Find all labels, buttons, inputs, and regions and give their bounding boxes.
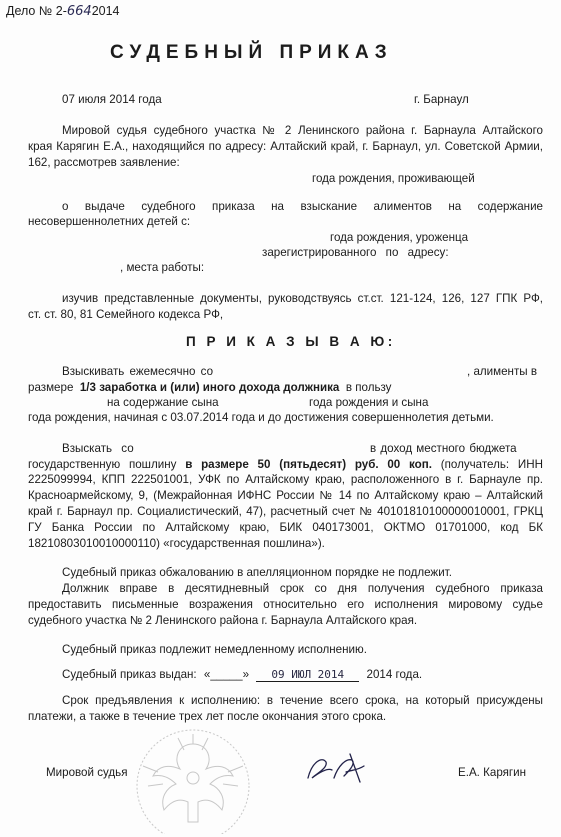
duty-line-7: 18210803010010000110) «государственная пошлина»).	[28, 537, 325, 550]
alimony-line-2: размере 1/3 заработка и (или) иного дохода должника в пользу	[28, 381, 392, 394]
duty-line-1a: Взыскать со	[62, 442, 134, 455]
issued-line	[62, 668, 422, 682]
issued-label: Судебный приказ выдан:	[62, 668, 197, 681]
signature-position: Мировой судья	[46, 766, 128, 779]
applicant-birth: года рождения, проживающей	[312, 172, 475, 185]
basis-line-1: изучив представленные документы, руководствуясь ст.ст. 121-124, 126, 127 ГПК РФ,	[62, 292, 543, 305]
immediate-execution: Судебный приказ подлежит немедленному исполнению.	[62, 643, 367, 656]
alimony-line-1b: , алименты в	[467, 365, 537, 378]
enforcement-line-1: Срок предъявления к исполнению: в течение всего срока, на который присуждены	[62, 694, 543, 707]
applicant-about-2: несовершеннолетних детей с:	[28, 215, 191, 228]
issued-day: «_____»	[203, 668, 250, 681]
appeal-text: Судебный приказ обжалованию в апелляционном порядке не подлежит.	[62, 566, 452, 579]
basis-line-2: ст. ст. 80, 81 Семейного кодекса РФ,	[28, 308, 224, 321]
duty-line-5: край г. Барнаул пр. Социалистический, 47), расчетный счет № 40101810100000010001, ГРКЦ	[28, 505, 543, 518]
intro-line-2: края Карягин Е.А., находящийся по адресу: Алтайский край, г. Барнаул, ул. Советской Армии,	[28, 140, 543, 153]
document-city: г. Барнаул	[414, 93, 469, 106]
debtor-birth: года рождения, уроженца	[330, 231, 469, 244]
debtor-work: , места работы:	[120, 261, 205, 274]
applicant-about-1: о выдаче судебного приказа на взыскание алиментов на содержание	[62, 200, 543, 213]
alimony-share: 1/3 заработка и (или) иного дохода должника	[79, 381, 340, 394]
duty-amount: в размере 50 (пятьдесят) руб. 00 коп.	[185, 458, 432, 471]
duty-line-6: ГУ Банка России по Алтайскому краю, БИК 040173001, ОКТМО 01701000, код БК	[28, 521, 543, 534]
order-heading: П Р И К А З Ы В А Ю:	[186, 334, 396, 349]
debtor-registered: зарегистрированного по адресу:	[262, 246, 449, 259]
alimony-line-1a: Взыскивать ежемесячно со	[62, 365, 214, 378]
duty-line-3: 2225099994, КПП 222501001, УФК по Алтайскому краю, расположенного в г. Барнауле пр.	[28, 473, 543, 486]
issued-stamp-date: 09 ИЮЛ 2014	[256, 668, 359, 682]
case-number-handwritten: 664	[66, 4, 92, 19]
document-date: 07 июля 2014 года	[62, 93, 162, 106]
objection-line-1: Должник вправе в десятидневный срок со дня получения судебного приказа	[62, 582, 543, 595]
duty-line-2: государственную пошлину в размере 50 (пятьдесят) руб. 00 коп. (получатель: ИНН	[28, 458, 543, 471]
duty-line-1b: в доход местного бюджета	[370, 442, 517, 455]
case-number: Дело № 2-6642014	[6, 4, 120, 19]
objection-line-2: предоставить письменные возражения относительно его исполнения мировому судье	[28, 598, 543, 611]
intro-line-1: Мировой судья судебного участка № 2 Ленинского района г. Барнаула Алтайского	[62, 124, 543, 137]
issued-year: 2014 года.	[366, 668, 423, 681]
document-title: СУДЕБНЫЙ ПРИКАЗ	[110, 42, 393, 63]
duty-line-4: Красноармейскому, 9, (Межрайонная ИФНС России № 14 по Алтайскому краю – Алтайский	[28, 489, 543, 502]
judge-signature	[300, 748, 370, 788]
objection-line-3: судебного участка № 2 Ленинского района г. Барнаула Алтайского края.	[28, 614, 418, 627]
court-seal-emblem	[118, 714, 268, 834]
judge-name: Е.А. Карягин	[458, 766, 527, 779]
alimony-line-4: года рождения, начиная с 03.07.2014 года и до достижения совершеннолетия детьми.	[28, 411, 494, 424]
enforcement-line-2: платежи, а также в течение трех лет после окончания этого срока.	[28, 710, 387, 723]
intro-line-3: 162, рассмотрев заявление:	[28, 156, 180, 169]
alimony-line-3b: года рождения и сына	[309, 396, 429, 409]
alimony-line-3a: на содержание сына	[107, 396, 219, 409]
